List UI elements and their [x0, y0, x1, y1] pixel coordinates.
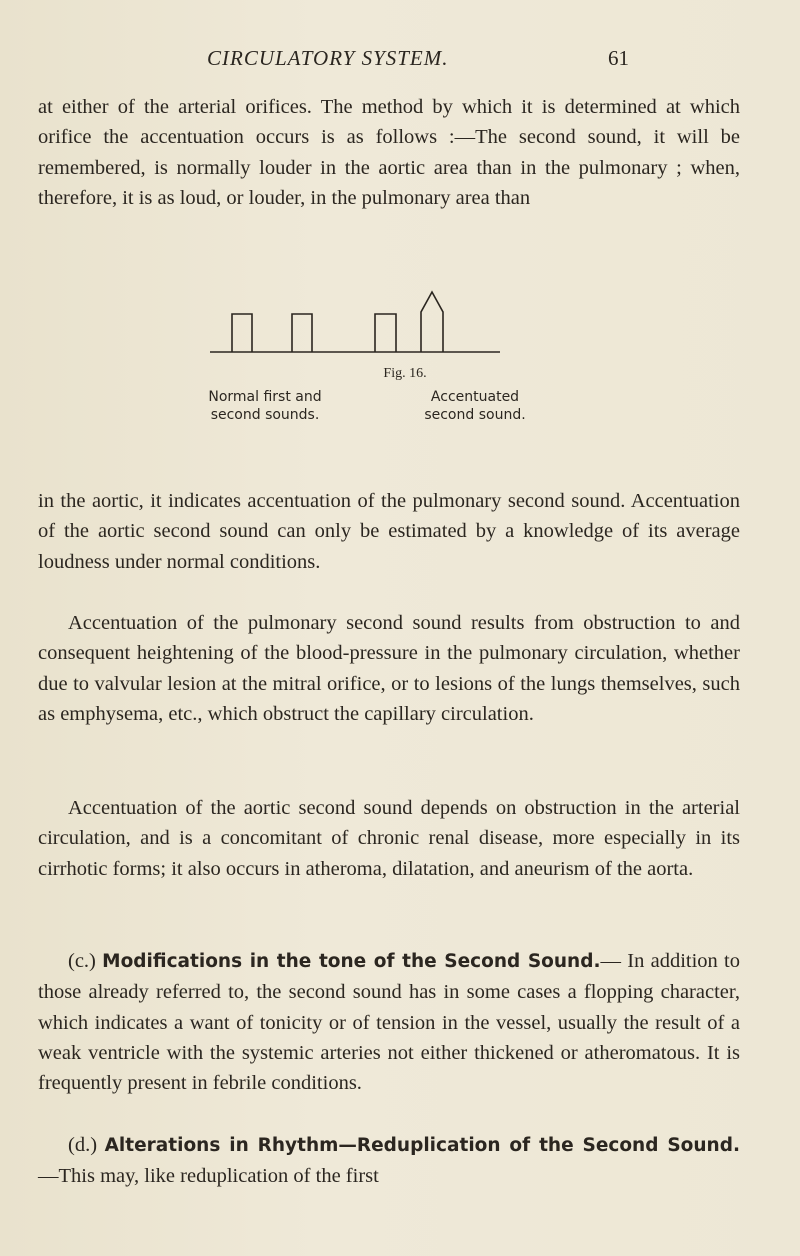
paragraph-5	[38, 946, 740, 1098]
paragraph-4: Accentuation of the aortic second sound depends on obstruction in the arterial circulation, and is a concomitant of chronic renal disease, more especially in its cirrhotic forms; it also occurs in atheroma, dilatation, and aneurism of the aorta.	[38, 797, 740, 880]
paragraph-6	[38, 1130, 740, 1192]
section-d-heading: Alterations in Rhythm—Reduplication of the Second Sound.	[104, 1135, 741, 1156]
running-title: CIRCULATORY SYSTEM.	[207, 46, 449, 70]
first-sound-mark	[375, 314, 396, 352]
figure-16	[170, 288, 640, 468]
section-c-marker: (c.)	[68, 950, 96, 972]
figure-caption: Fig. 16.	[383, 366, 427, 381]
figure-label-normal	[170, 388, 360, 424]
figure-label-accentuated-line1: Accentuated	[430, 389, 520, 405]
paragraph-3: Accentuation of the pulmonary second sound results from obstruction to and consequent heightening of the blood-pressure in the pulmonary circulation, whether due to valvular lesion at the mitral orifice, or to lesions of the lungs themselves, such as emphysema, etc., which obstruct the capillary circulation.	[38, 612, 740, 725]
figure-label-accentuated-line2: second sound.	[424, 407, 526, 423]
figure-label-normal-line1: Normal first and	[208, 389, 322, 405]
section-c-body: — In addition to those already referred to, the second sound has in some cases a flopping character, which indicates a want of tonicity or of tension in the vessel, usually the result of a weak ventricle with the systemic arteries not either thickened or atheromatous. It is frequently present in febrile conditions.	[38, 950, 741, 1095]
section-d-marker: (d.)	[68, 1134, 98, 1156]
paragraph-2: in the aortic, it indicates accentuation of the pulmonary second sound. Accentuation of the aortic second sound can only be estimated by a knowledge of its average loudness under normal conditions.	[38, 490, 740, 573]
section-d-body: —This may, like reduplication of the first	[38, 1165, 379, 1188]
paragraph-1: at either of the arterial orifices. The method by which it is determined at which orifice the accentuation occurs is as follows :—The second sound, it will be remembered, is normally louder in the aortic area than in the pulmonary ; when, therefore, it is as loud, or louder, in the pulmonary area than	[38, 96, 740, 209]
normal-first-sound-mark	[232, 314, 252, 352]
figure-label-normal-line2: second sounds.	[210, 407, 320, 423]
normal-second-sound-mark	[292, 314, 312, 352]
accentuated-second-sound-mark	[421, 292, 443, 352]
section-c-heading: Modifications in the tone of the Second Sound.	[102, 951, 601, 972]
sound-diagram	[170, 288, 640, 368]
page-number: 61	[608, 46, 629, 70]
running-head	[0, 46, 800, 76]
figure-label-accentuated	[380, 388, 570, 424]
